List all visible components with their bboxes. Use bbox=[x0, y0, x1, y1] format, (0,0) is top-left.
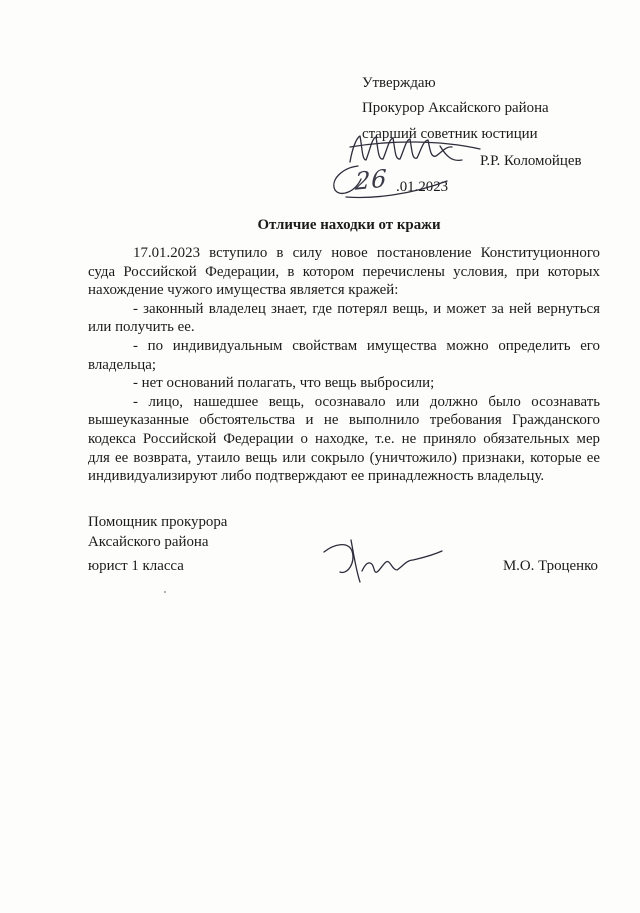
scan-speck bbox=[164, 591, 166, 593]
body-line: - нет оснований полагать, что вещь выбросили; bbox=[133, 375, 435, 392]
approval-label: Утверждаю bbox=[362, 75, 436, 91]
handwritten-date-day: 26 bbox=[354, 164, 388, 196]
approval-date: .01.2023 bbox=[396, 179, 449, 195]
body-line: - законный владелец знает, где потерял вещь, и может за ней вернуться bbox=[133, 300, 600, 317]
body-line: - лицо, нашедшее вещь, осознавало или должно было осознавать bbox=[133, 393, 600, 410]
body-line: 17.01.2023 вступило в силу новое постановление Конституционного bbox=[133, 245, 600, 261]
approval-rank: старший советник юстиции bbox=[362, 126, 538, 142]
document-title: Отличие находки от кражи bbox=[257, 217, 441, 233]
approval-name: Р.Р. Коломойцев bbox=[480, 153, 582, 169]
approval-position: Прокурор Аксайского района bbox=[362, 100, 549, 116]
document-body bbox=[88, 244, 600, 486]
body-line: вышеуказанные обстоятельства и не выполнило требования Гражданского bbox=[88, 412, 600, 429]
body-line: или получить ее. bbox=[88, 319, 195, 336]
body-line: нахождение чужого имущества является кражей: bbox=[88, 282, 399, 299]
body-line: суда Российской Федерации, в котором перечислены условия, при которых bbox=[88, 263, 600, 280]
assistant-signature bbox=[324, 540, 442, 582]
body-line: для ее возврата, утаило вещь или сокрыло (уничтожило) признаки, которые ее bbox=[88, 449, 600, 466]
body-line: индивидуализируют либо подтверждают ее принадлежность владельцу. bbox=[88, 468, 545, 485]
body-line: - по индивидуальным свойствам имущества можно определить его bbox=[133, 337, 600, 354]
signer-position-line1: Помощник прокурора bbox=[88, 514, 228, 530]
signer-rank: юрист 1 класса bbox=[88, 558, 184, 574]
signer-name: М.О. Троценко bbox=[502, 558, 598, 574]
body-line: владельца; bbox=[88, 356, 156, 373]
body-line: кодекса Российской Федерации о находке, т.е. не приняло обязательных мер bbox=[88, 430, 600, 447]
signer-position-line2: Аксайского района bbox=[88, 534, 209, 550]
